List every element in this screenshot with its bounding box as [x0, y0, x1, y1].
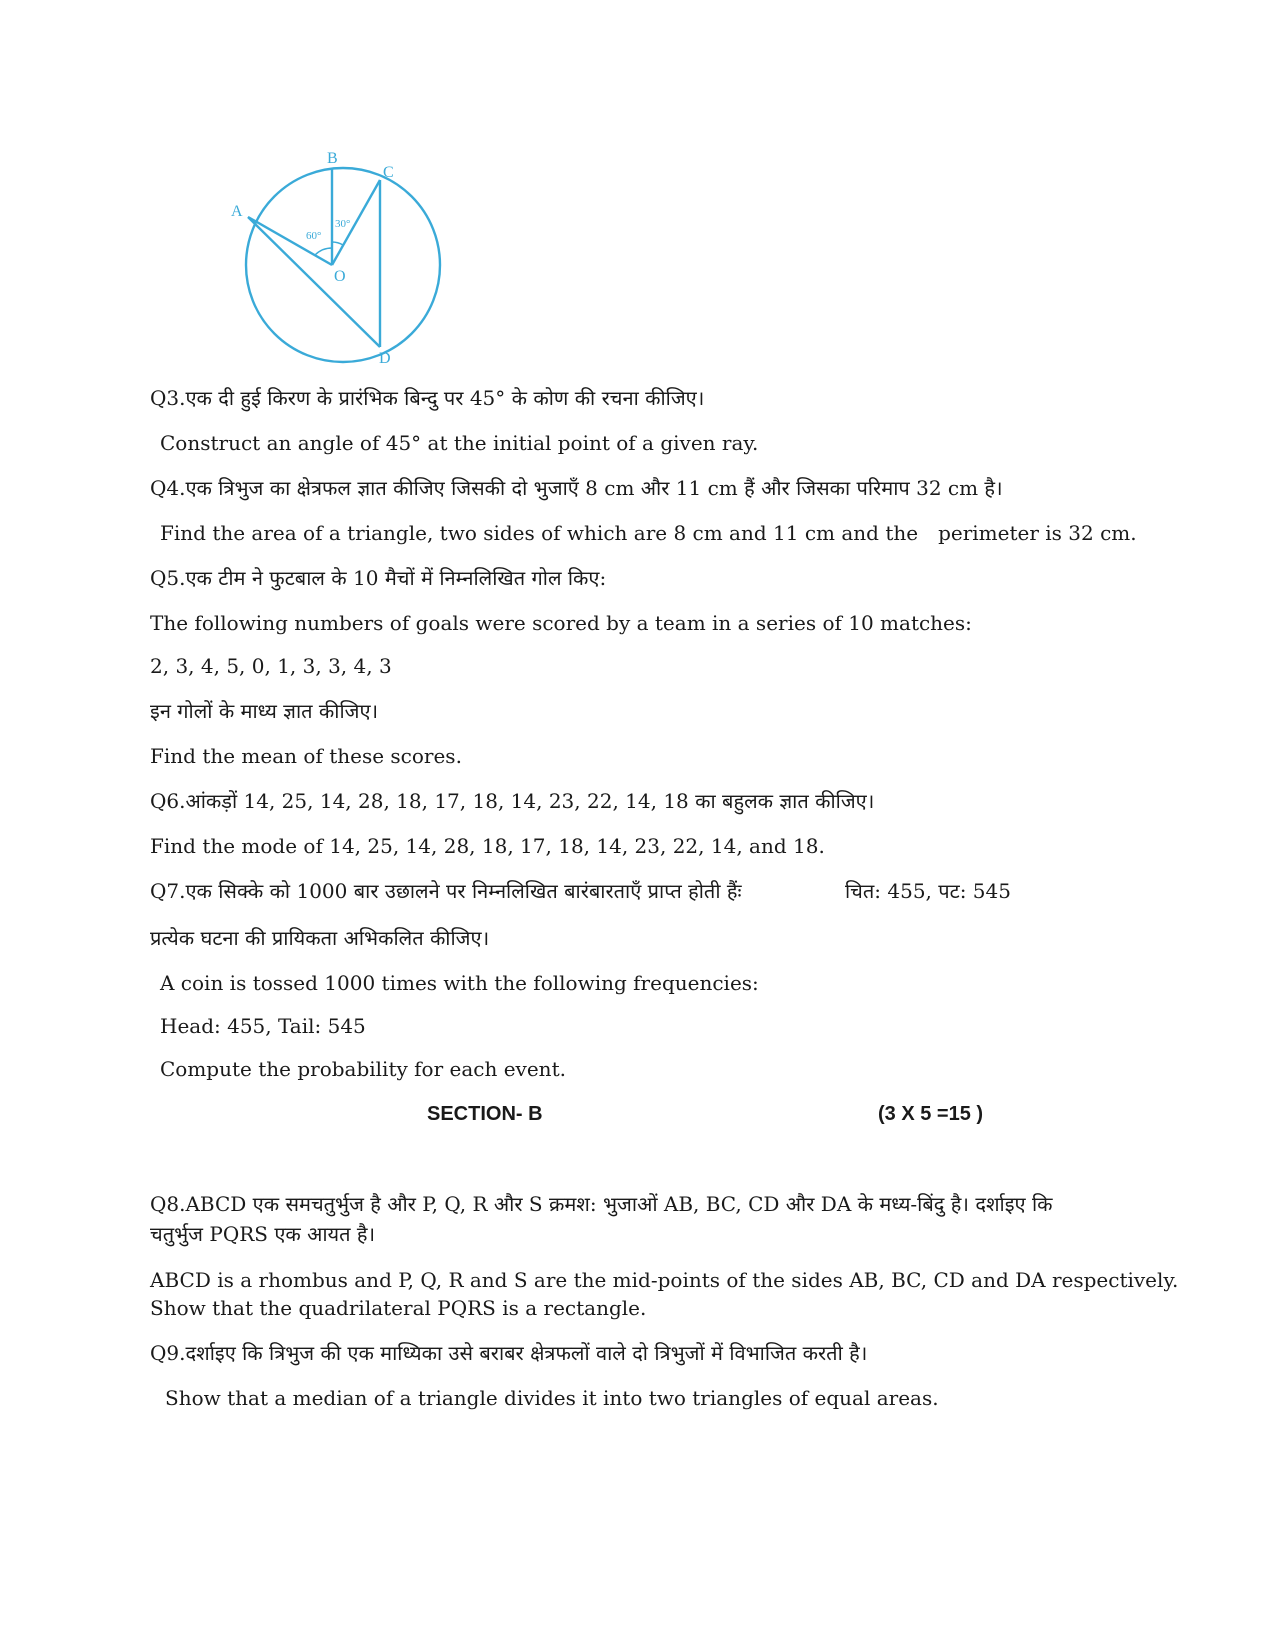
section-b-marks: (3 X 5 =15 )	[878, 1103, 984, 1125]
label-o: O	[334, 268, 346, 285]
circle-figure	[228, 150, 458, 384]
q6-english: Find the mode of 14, 25, 14, 28, 18, 17, 18, 14, 23, 22, 14, and 18.	[150, 834, 825, 858]
angle-aob-label: 60°	[306, 230, 322, 242]
angle-arc-aob	[315, 248, 332, 255]
q4-english-part-a: Find the area of a triangle, two sides of which are 8 cm and 11 cm and the	[160, 521, 919, 545]
circle	[246, 168, 440, 362]
q3-hindi: Q3.एक दी हुई किरण के प्रारंभिक बिन्दु पर 45° के कोण की रचना कीजिए।	[150, 386, 705, 410]
q8-hindi-line2: चतुर्भुज PQRS एक आयत है।	[150, 1222, 376, 1246]
q7-english: A coin is tossed 1000 times with the following frequencies:	[160, 971, 759, 995]
q7-hindi: Q7.एक सिक्के को 1000 बार उछालने पर निम्नलिखित बारंबारताएँ प्राप्त होती हैंः	[150, 879, 742, 903]
q6-hindi: Q6.आंकड़ों 14, 25, 14, 28, 18, 17, 18, 14, 23, 22, 14, 18 का बहुलक ज्ञात कीजिए।	[150, 789, 875, 813]
q8-hindi-line1: Q8.ABCD एक समचतुर्भुज है और P, Q, R और S क्रमश: भुजाओं AB, BC, CD और DA के मध्य-बिंदु है। दर्शाइए कि	[150, 1192, 1053, 1216]
q7-hindi-task: प्रत्येक घटना की प्रायिकता अभिकलित कीजिए।	[150, 926, 490, 950]
q8-english-line2: Show that the quadrilateral PQRS is a rectangle.	[150, 1296, 647, 1320]
label-c: C	[383, 164, 394, 181]
q7-english-frequencies: Head: 455, Tail: 545	[160, 1014, 366, 1038]
q8-english-line1: ABCD is a rhombus and P, Q, R and S are the mid-points of the sides AB, BC, CD and DA respectively.	[150, 1268, 1179, 1292]
q5-data: 2, 3, 4, 5, 0, 1, 3, 3, 4, 3	[150, 654, 392, 678]
label-d: D	[379, 350, 391, 367]
q7-english-task: Compute the probability for each event.	[160, 1057, 566, 1081]
angle-boc-label: 30°	[335, 218, 351, 230]
angle-arc-boc	[332, 242, 343, 245]
q7-hindi-frequencies: चित: 455, पट: 545	[845, 879, 1011, 903]
q5-english-task: Find the mean of these scores.	[150, 744, 462, 768]
label-b: B	[327, 150, 338, 167]
q5-english: The following numbers of goals were scored by a team in a series of 10 matches:	[150, 611, 972, 635]
label-a: A	[231, 203, 243, 220]
q4-english-part-b: perimeter is 32 cm.	[938, 521, 1137, 545]
q4-english	[160, 519, 1137, 547]
q3-english: Construct an angle of 45° at the initial point of a given ray.	[160, 431, 759, 455]
q9-hindi: Q9.दर्शाइए कि त्रिभुज की एक माध्यिका उसे बराबर क्षेत्रफलों वाले दो त्रिभुजों में विभाजित करती है।	[150, 1341, 868, 1365]
q5-hindi-task: इन गोलों के माध्य ज्ञात कीजिए।	[150, 699, 379, 723]
q9-english: Show that a median of a triangle divides it into two triangles of equal areas.	[165, 1386, 939, 1410]
section-b-title: SECTION- B	[427, 1103, 543, 1125]
q4-hindi: Q4.एक त्रिभुज का क्षेत्रफल ज्ञात कीजिए जिसकी दो भुजाएँ 8 cm और 11 cm हैं और जिसका परिमाप 32 cm है।	[150, 476, 1003, 500]
q5-hindi: Q5.एक टीम ने फुटबाल के 10 मैचों में निम्नलिखित गोल किए:	[150, 566, 607, 590]
